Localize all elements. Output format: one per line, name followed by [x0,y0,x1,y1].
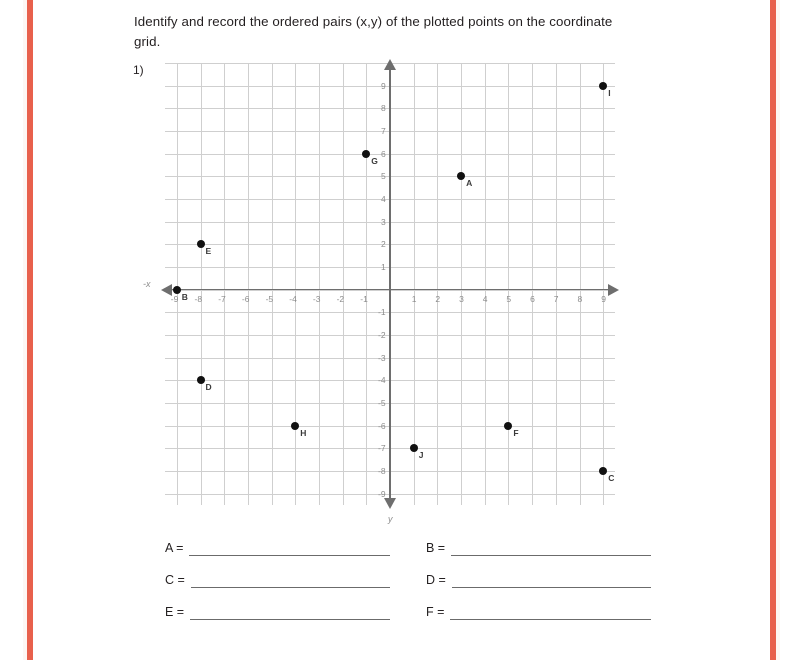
gridline-vertical [411,63,417,505]
x-tick-label: 3 [459,293,464,304]
x-tick-label: -8 [194,293,203,304]
x-tick-label: 9 [601,293,606,304]
point-label-a: A [466,178,473,189]
answer-key-label: A = [165,541,184,555]
answer-key-label: D = [426,573,446,587]
x-tick-label: 4 [482,293,488,304]
answer-cell [426,540,651,556]
y-axis-arrow-up [384,59,396,70]
gridline-vertical [482,63,488,505]
gridline-vertical [319,63,320,505]
gridline-vertical [343,63,344,505]
plotted-point-j [410,444,418,452]
gridline-vertical [177,63,178,505]
y-tick-label: 4 [381,194,386,204]
y-tick-label: -8 [378,466,386,476]
gridline-vertical [553,63,559,505]
problem-number: 1) [133,63,144,77]
y-tick-label: -7 [378,443,386,454]
x-tick-label: 2 [435,293,441,304]
answer-blank-line[interactable] [190,604,390,620]
x-tick-label: -9 [170,293,179,304]
point-label-c: C [608,473,615,483]
y-tick-label: 9 [381,80,386,91]
answer-blanks [165,540,620,636]
x-tick-label: 8 [577,293,583,304]
answer-cell [426,604,651,620]
y-tick-label: -4 [378,375,386,386]
gridline-vertical [532,63,533,505]
x-tick-label: 1 [411,293,417,304]
answer-row [165,540,620,572]
gridline-vertical [435,63,441,505]
x-tick-label: -1 [360,293,368,304]
gridline-vertical [201,63,202,505]
y-tick-label: 6 [381,148,386,159]
x-tick-label: -6 [241,293,250,304]
answer-cell [426,572,651,588]
y-tick-label: 3 [381,216,386,227]
x-tick-label: -3 [312,293,321,304]
y-tick-label: -3 [378,352,386,363]
plotted-point-e [197,240,205,248]
gridline-vertical [506,63,512,505]
gridline-vertical [366,63,367,505]
answer-key-label: B = [426,541,446,555]
x-axis-arrow-right [608,284,619,296]
y-axis-name: y [388,514,393,524]
y-tick-label: -5 [378,398,386,408]
gridline-vertical [295,63,296,505]
plotted-point-i [599,82,607,90]
plotted-point-h [291,422,299,430]
answer-cell [165,604,390,620]
y-tick-label: 5 [381,171,386,182]
left-edge-bar [27,0,33,660]
y-axis-arrow-down [384,498,396,509]
right-edge-bar [770,0,776,660]
point-label-h: H [300,427,307,438]
point-label-i: I [608,87,611,98]
answer-key-label: C = [165,573,185,587]
y-tick-label: -1 [378,307,386,318]
answer-cell [165,572,390,588]
answer-row [165,604,620,636]
point-label-f: F [513,427,519,438]
right-margin-glow [776,0,780,660]
y-tick-label: -9 [378,488,386,499]
gridline-vertical [248,63,249,505]
plotted-point-g [362,150,370,158]
plotted-point-b [173,286,181,294]
y-tick-label: 1 [381,262,386,272]
y-axis [389,63,391,505]
answer-blank-line[interactable] [450,604,651,620]
point-label-j: J [418,450,424,461]
y-tick-label: 2 [381,239,386,250]
y-tick-label: -6 [378,420,386,431]
plotted-point-c [599,467,607,475]
coordinate-grid [143,63,615,524]
answer-key-label: F = [426,605,445,619]
answer-blank-line[interactable] [189,540,390,556]
x-tick-label: 6 [530,293,535,304]
gridline-vertical [577,63,583,505]
point-label-d: D [205,382,212,393]
plotted-point-f [504,422,512,430]
instruction-text: Identify and record the ordered pairs (x,y) of the plotted points on the coordinate grid. [134,14,613,49]
point-label-b: B [181,291,188,302]
plotted-point-d [197,376,205,384]
y-tick-label: -2 [378,330,386,340]
x-tick-label: 5 [506,293,512,304]
y-tick-label: 7 [381,126,386,136]
answer-row [165,572,620,604]
gridline-vertical [224,63,225,505]
point-label-e: E [205,246,212,257]
point-label-g: G [371,155,378,166]
answer-key-label: E = [165,605,185,619]
x-axis-name: -x [143,278,151,289]
x-tick-label: -7 [218,293,226,304]
y-tick-label: 8 [381,103,386,114]
gridline-vertical [272,63,273,505]
answer-cell [165,540,390,556]
x-tick-label: -2 [336,293,345,304]
answer-blank-line[interactable] [191,572,390,588]
gridline-vertical [603,63,604,505]
x-tick-label: -5 [265,293,274,304]
answer-blank-line[interactable] [452,572,651,588]
x-tick-label: -4 [289,293,297,304]
plotted-point-a [457,172,465,180]
gridline-vertical [461,63,462,505]
answer-blank-line[interactable] [451,540,651,556]
x-tick-label: 7 [553,293,559,304]
